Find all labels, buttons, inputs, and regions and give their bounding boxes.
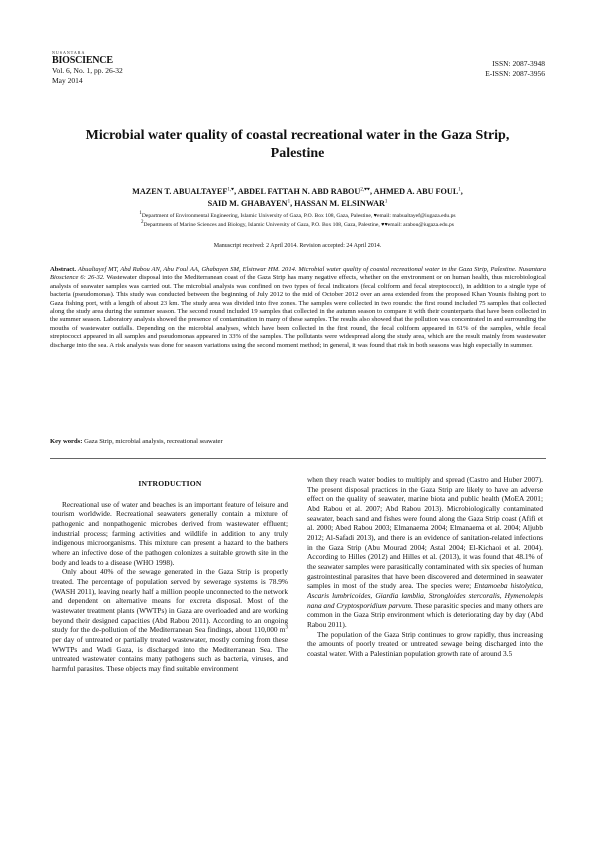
article-title: Microbial water quality of coastal recreational water in the Gaza Strip, Palestine xyxy=(85,128,510,161)
author-name: MAZEN T. ABUALTAYEF xyxy=(132,187,228,196)
keywords xyxy=(50,437,546,446)
journal-eissn: E-ISSN: 2087-3956 xyxy=(485,68,545,78)
body-column-left xyxy=(52,475,288,835)
journal-logo-top: NUSANTARA xyxy=(52,50,86,55)
manuscript-dates: Manuscript received: 2 April 2014. Revision accepted: 24 April 2014. xyxy=(213,243,382,249)
journal-date: May 2014 xyxy=(52,75,83,85)
affiliation-mark: 1 xyxy=(139,211,142,217)
keywords-text: Gaza Strip, microbial analysis, recreational seawater xyxy=(84,438,223,445)
body-text: Only about 40% of the sewage generated in the Gaza Strip is properly treated. The percentage of population served by sewerage systems is 78.9% (WASH 2011), leaving nearly half a million people unconnected to the network and dependent on alternative means for excreta disposal. Most of the wastewater treatment plants (WWTPs) in Gaza are overloaded and are working beyond their designed capacities (Abd Rabou 2011). According to an ongoing study for the de-pollution of the Mediterranean Sea findings, about 110,000 m xyxy=(52,567,288,635)
author-affil-mark: 1,♥ xyxy=(227,187,235,193)
abstract xyxy=(50,266,546,350)
abstract-citation: Abualtayef MT, Abd Rabou AN, Abu Foul AA, Ghabayen SM, Elsinwar HM. 2014. Microbial water quality of coastal recreational water in the Gaza Strip, Palestine. Nusantara Bioscience 6: 26-32. xyxy=(50,266,546,282)
affiliation-1: Department of Environmental Engineering, Islamic University of Gaza, P.O. Box 108, Gaza, Palestine, ♥email: mabualtayef@iugaza.edu.ps xyxy=(141,213,456,219)
journal-header-left xyxy=(52,50,252,85)
section-divider xyxy=(50,458,546,459)
author-name: HASSAN M. ELSINWAR xyxy=(294,199,385,208)
affiliation-2: Departments of Marine Sciences and Biology, Islamic University of Gaza, P.O. Box 108, Gaza, Palestine, ♥♥email: arabou@iugaza.edu.ps xyxy=(143,221,454,228)
author-name: SAID M. GHABAYEN xyxy=(207,199,288,208)
keywords-label: Key words: xyxy=(50,438,83,445)
unit-superscript: 3 xyxy=(285,625,288,631)
body-paragraph: Recreational use of water and beaches is an important feature of leisure and tourism worldwide. Recreational seawaters generally contain a mixture of pathogenic and nonpathogenic microbes derived from wastewater effluent; industrial process; farming activities and wildlife in addition to any truly indigenous microorganisms. This mixture can present a hazard to the bathers where an infective dose of the pathogen colonizes a suitable growth site in the body and leads to a disease (WHO 1998). xyxy=(52,499,288,567)
body-text: when they reach water bodies to multiply and spread (Castro and Huber 2007). The present disposal practices in the Gaza Strip are likely to have an adverse effect on the quality of seawater, marine biota and public health (MoEA 2001; Abd Rabou et al. 2007; Abd Rabou 2013). Microbiologically contaminated seawater, beach sand and fishes were found along the Gaza Strip coast (Afifi et al. 2000; Abed Rabou 2003; Elmanaema 2004; Elmanaema et al. 2004; Aljubb 2012; Al-Safadi 2013), and there is an evidence of sanitation-related infections in the Gaza Strip (Abu Mourad 2004; Astal 2004; El-Kichaoi et al. 2004). According to Hilles (2012) and Hilles et al. (2013), it was found that 48.1% of the seawater samples were parasitically contaminated with six species of human gastrointestinal parasites that have been discovered and determined in seawater samples in most of the study area. The species were; xyxy=(307,475,543,591)
introduction-heading: INTRODUCTION xyxy=(138,479,202,488)
author-affil-mark: 1 xyxy=(384,199,388,205)
abstract-label: Abstract. xyxy=(50,266,76,273)
species-list: Entamoeba histolytica, Ascaris lumbricoides, Giardia lamblia, Strongloides stercoralis, Hymenolepis nana and Cryptosporidium parvum xyxy=(307,581,543,610)
body-paragraph: The population of the Gaza Strip continues to grow rapidly, thus increasing the amounts of poorly treated or untreated sewage being discharged into the coastal water. With a Palestinian population growth rate of around 3.5 xyxy=(307,629,543,658)
affiliations xyxy=(50,212,545,229)
body-column-right xyxy=(307,475,543,835)
journal-header-right xyxy=(345,59,545,78)
body-text: per day of untreated or partially treated wastewater, mostly coming from these WWTPs and Wadi Gaza, is discharged into the Mediterranean Sea. The untreated wastewater contains many pathogens such as bacteria, viruses, and harmful parasites. These objects may find suitable environment xyxy=(52,634,288,673)
journal-volume: Vol. 6, No. 1, pp. 26-32 xyxy=(52,66,123,75)
body-text: . These parasitic species and many others are common in the Gaza Strip environment which is deteriorating day by day (Abd Rabou 2011). xyxy=(307,600,543,629)
author-name: ABDEL FATTAH N. ABD RABOU xyxy=(237,187,361,196)
body-paragraph xyxy=(52,567,288,673)
author-affil-mark: 2,♥♥ xyxy=(360,187,371,193)
author-affil-mark: 1 xyxy=(458,187,461,193)
author-affil-mark: 1 xyxy=(287,199,291,205)
body-paragraph xyxy=(307,475,543,630)
author-name: AHMED A. ABU FOUL xyxy=(373,187,459,196)
author-list: MAZEN T. $ABUALTAYEF^{1,♥}$, ABDEL FATTAH N. ABD $RABOU^{2,♥♥}$, AHMED A. ABU FOUL$^1$, SAID M. GHABAYEN$^1$, HASSAN M. ELSINWAR$^1$ xyxy=(132,187,463,208)
journal-logo-name: BIOSCIENCE xyxy=(52,55,113,66)
abstract-body: Wastewater disposal into the Mediterranean coast of the Gaza Strip has many negative effects, whether on the environment or on human health, thus microbiological analysis of seawater samples was carried out. The microbial analysis was confined on two types of fecal indicators (fecal coliform and fecal streptococci), in addition to a single type of bacteria (pseudomonas). This study was conducted between the beginning of July 2012 to the mid of October 2012 over an area extended from the proposed Khan Younis fishing port to Gaza fishing port, with a length of about 23 km. The study area was divided into five zones. The samples were collected in two rounds: the first round included 75 samples that collected along the study area during the summer season. The second round included 19 samples that collected in the autumn season to compare it with their counterparts that have been collected in the summer season. Laboratory analysis showed the presence of contamination in many of these samples. The results also showed that the pollution was concentrated in and surrounding the mouths of wastewater outfalls. Depending on the microbial analyses, which have been collected in the first round, the fecal coliform appeared in 61% of the samples, while fecal streptococci appeared in all samples and pseudomonas appeared in 33% of the samples. The pollutants were widespread along the study area, which are the result mainly from wastewater discharge into the sea. A risk analysis was done for season variations using the second moment method; in general, it was found that risk in both seasons was high especially in summer. xyxy=(50,274,546,349)
journal-issn: ISSN: 2087-3948 xyxy=(492,59,545,68)
affiliation-mark: 2 xyxy=(141,219,144,225)
